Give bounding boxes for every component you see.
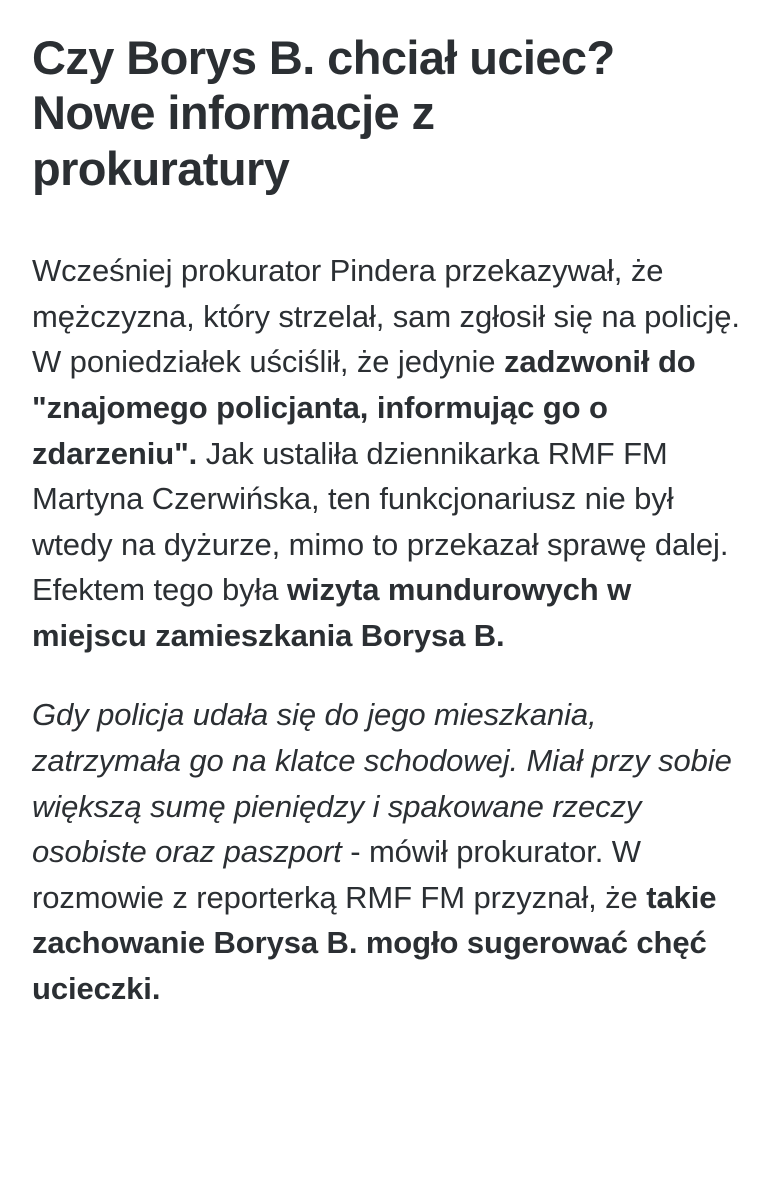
page-title: Czy Borys B. chciał uciec? Nowe informacje z prokuratury xyxy=(32,31,615,195)
text-run-italic: Gdy policja udała się do jego mieszkania, zatrzymała go na klatce schodowej. Miał przy sobie większą sumę pieniędzy i spakowane rzeczy osobiste oraz paszport xyxy=(32,697,732,870)
text-run-normal: Wcześniej prokurator Pindera przekazywał, że mężczyzna, który strzelał, sam zgłosił się na policję. W poniedziałek uściślił, że jedynie xyxy=(32,253,740,380)
paragraph-2 xyxy=(32,692,749,1011)
paragraph-1 xyxy=(32,248,749,658)
text-run-bold: takie zachowanie Borysa B. mogło sugerować chęć ucieczki. xyxy=(32,879,717,1006)
text-run-bold: zadzwonił do "znajomego policjanta, informując go o zdarzeniu". xyxy=(32,344,696,471)
text-run-bold: wizyta mundurowych w miejscu zamieszkania Borysa B. xyxy=(32,572,632,653)
text-run-normal: Jak ustaliła dziennikarka RMF FM Martyna Czerwińska, ten funkcjonariusz nie był wtedy na dyżurze, mimo to przekazał sprawę dalej. Efektem tego była xyxy=(32,435,729,608)
text-run-normal: - mówił prokurator. W rozmowie z reporterką RMF FM przyznał, że xyxy=(32,834,647,915)
article-body xyxy=(32,248,749,1011)
